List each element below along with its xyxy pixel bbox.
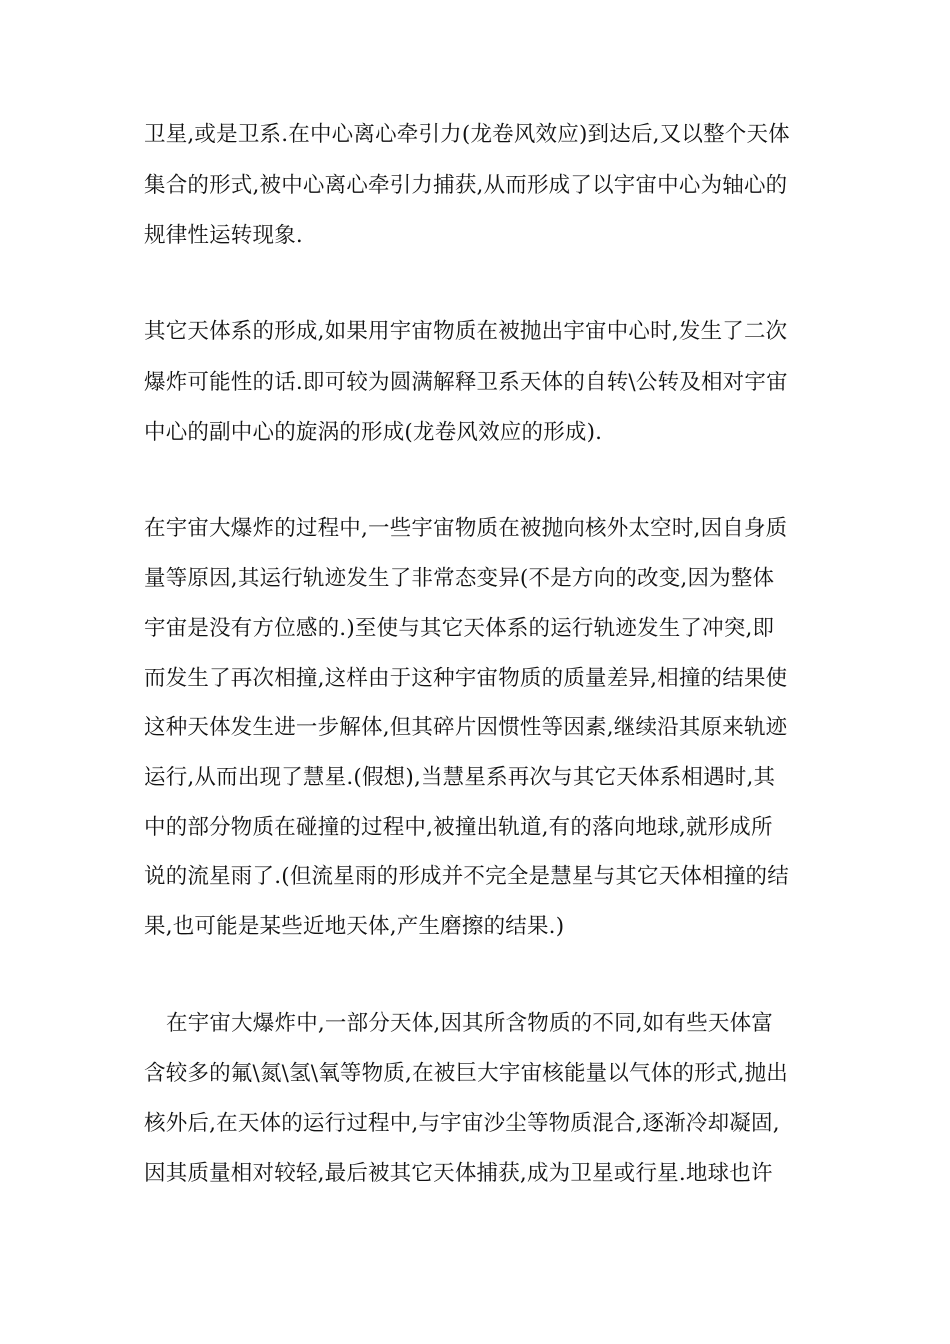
text-line: 果,也可能是某些近地天体,产生磨擦的结果.) — [144, 914, 565, 939]
text-line: 卫星,或是卫系.在中心离心牵引力(龙卷风效应)到达后,又以整个天体 — [144, 122, 790, 147]
text-line: 集合的形式,被中心离心牵引力捕获,从而形成了以宇宙中心为轴心的 — [144, 173, 788, 198]
text-line: 因其质量相对较轻,最后被其它天体捕获,成为卫星或行星.地球也许 — [144, 1161, 773, 1186]
text-line: 核外后,在天体的运行过程中,与宇宙沙尘等物质混合,逐渐冷却凝固, — [144, 1111, 780, 1136]
text-line: 中心的副中心的旋涡的形成(龙卷风效应的形成). — [144, 420, 603, 445]
text-line: 而发生了再次相撞,这样由于这种宇宙物质的质量差异,相撞的结果使 — [144, 666, 788, 691]
text-line: 在宇宙大爆炸的过程中,一些宇宙物质在被抛向核外太空时,因自身质 — [144, 516, 788, 541]
text-line: 爆炸可能性的话.即可较为圆满解释卫系天体的自转\公转及相对宇宙 — [144, 370, 788, 395]
text-line: 运行,从而出现了慧星.(假想),当慧星系再次与其它天体系相遇时,其 — [144, 765, 776, 790]
text-line: 其它天体系的形成,如果用宇宙物质在被抛出宇宙中心时,发生了二次 — [144, 319, 788, 344]
text-line: 说的流星雨了.(但流星雨的形成并不完全是慧星与其它天体相撞的结 — [144, 864, 789, 889]
text-line: 在宇宙大爆炸中,一部分天体,因其所含物质的不同,如有些天体富 — [166, 1011, 774, 1036]
text-line: 中的部分物质在碰撞的过程中,被撞出轨道,有的落向地球,就形成所 — [144, 815, 773, 840]
text-line: 量等原因,其运行轨迹发生了非常态变异(不是方向的改变,因为整体 — [144, 566, 775, 591]
text-line: 这种天体发生进一步解体,但其碎片因惯性等因素,继续沿其原来轨迹 — [144, 715, 788, 740]
text-line: 宇宙是没有方位感的.)至使与其它天体系的运行轨迹发生了冲突,即 — [144, 616, 775, 641]
text-line: 含较多的氟\氮\氢\氧等物质,在被巨大宇宙核能量以气体的形式,抛出 — [144, 1061, 789, 1086]
text-line: 规律性运转现象. — [144, 223, 303, 248]
